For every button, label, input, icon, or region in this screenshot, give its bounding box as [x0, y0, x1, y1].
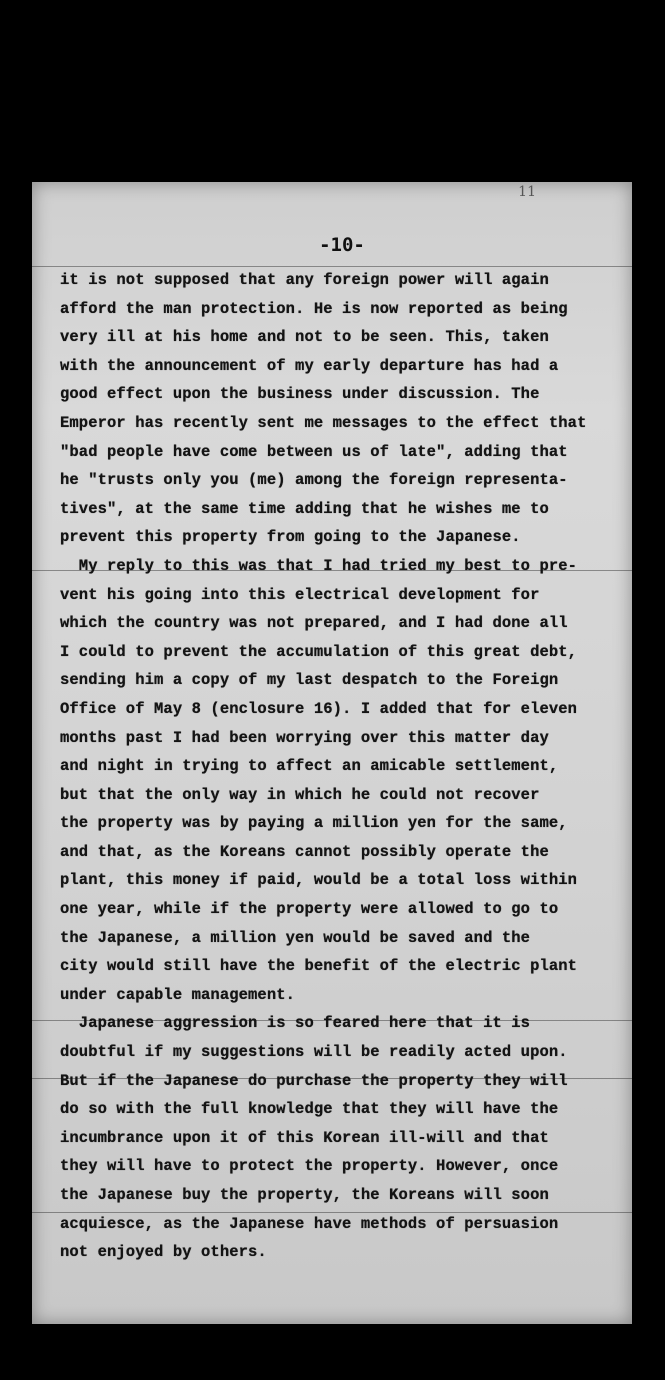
- text-line: they will have to protect the property. However, once: [60, 1157, 559, 1176]
- text-line: But if the Japanese do purchase the property they will: [60, 1071, 568, 1090]
- text-line: doubtful if my suggestions will be readily acted upon.: [60, 1043, 568, 1062]
- text-line: acquiesce, as the Japanese have methods of persuasion: [60, 1214, 559, 1233]
- letter-body: [60, 266, 620, 1267]
- text-line: Emperor has recently sent me messages to the effect that: [60, 413, 587, 432]
- document-page: [32, 182, 632, 1324]
- text-line: under capable management.: [60, 985, 296, 1004]
- text-line: Office of May 8 (enclosure 16). I added that for eleven: [60, 699, 578, 718]
- text-line: "bad people have come between us of late", adding that: [60, 442, 568, 461]
- text-line: the property was by paying a million yen for the same,: [60, 814, 568, 833]
- text-line: vent his going into this electrical development for: [60, 585, 540, 604]
- paragraph-3: [60, 1009, 620, 1266]
- text-line: city would still have the benefit of the electric plant: [60, 957, 578, 976]
- text-line: sending him a copy of my last despatch to the Foreign: [60, 671, 559, 690]
- text-line: tives", at the same time adding that he wishes me to: [60, 499, 549, 518]
- text-line: plant, this money if paid, would be a total loss within: [60, 871, 578, 890]
- text-line: incumbrance upon it of this Korean ill-will and that: [60, 1128, 549, 1147]
- corner-mark: 11: [518, 184, 536, 200]
- text-line: with the announcement of my early departure has had a: [60, 356, 559, 375]
- text-line: not enjoyed by others.: [60, 1243, 267, 1262]
- text-line: do so with the full knowledge that they will have the: [60, 1100, 559, 1119]
- text-line: I could to prevent the accumulation of this great debt,: [60, 642, 578, 661]
- text-line: and that, as the Koreans cannot possibly operate the: [60, 842, 549, 861]
- text-line: and night in trying to affect an amicable settlement,: [60, 757, 559, 776]
- text-line: afford the man protection. He is now reported as being: [60, 299, 568, 318]
- text-line: prevent this property from going to the Japanese.: [60, 528, 521, 547]
- text-line: My reply to this was that I had tried my best to pre-: [60, 556, 578, 575]
- text-line: the Japanese, a million yen would be saved and the: [60, 928, 531, 947]
- text-line: he "trusts only you (me) among the foreign representa-: [60, 471, 568, 490]
- text-line: which the country was not prepared, and I had done all: [60, 614, 568, 633]
- text-line: good effect upon the business under discussion. The: [60, 385, 540, 404]
- text-line: the Japanese buy the property, the Koreans will soon: [60, 1186, 549, 1204]
- text-line: but that the only way in which he could not recover: [60, 785, 540, 804]
- paragraph-1: [60, 266, 620, 552]
- text-line: very ill at his home and not to be seen. This, taken: [60, 328, 549, 347]
- paragraph-2: [60, 552, 620, 1010]
- text-line: months past I had been worrying over this matter day: [60, 728, 549, 747]
- page-number: -10-: [319, 234, 365, 256]
- text-line: it is not supposed that any foreign power will again: [60, 271, 549, 289]
- text-line: one year, while if the property were allowed to go to: [60, 900, 559, 919]
- text-line: Japanese aggression is so feared here that it is: [60, 1014, 531, 1033]
